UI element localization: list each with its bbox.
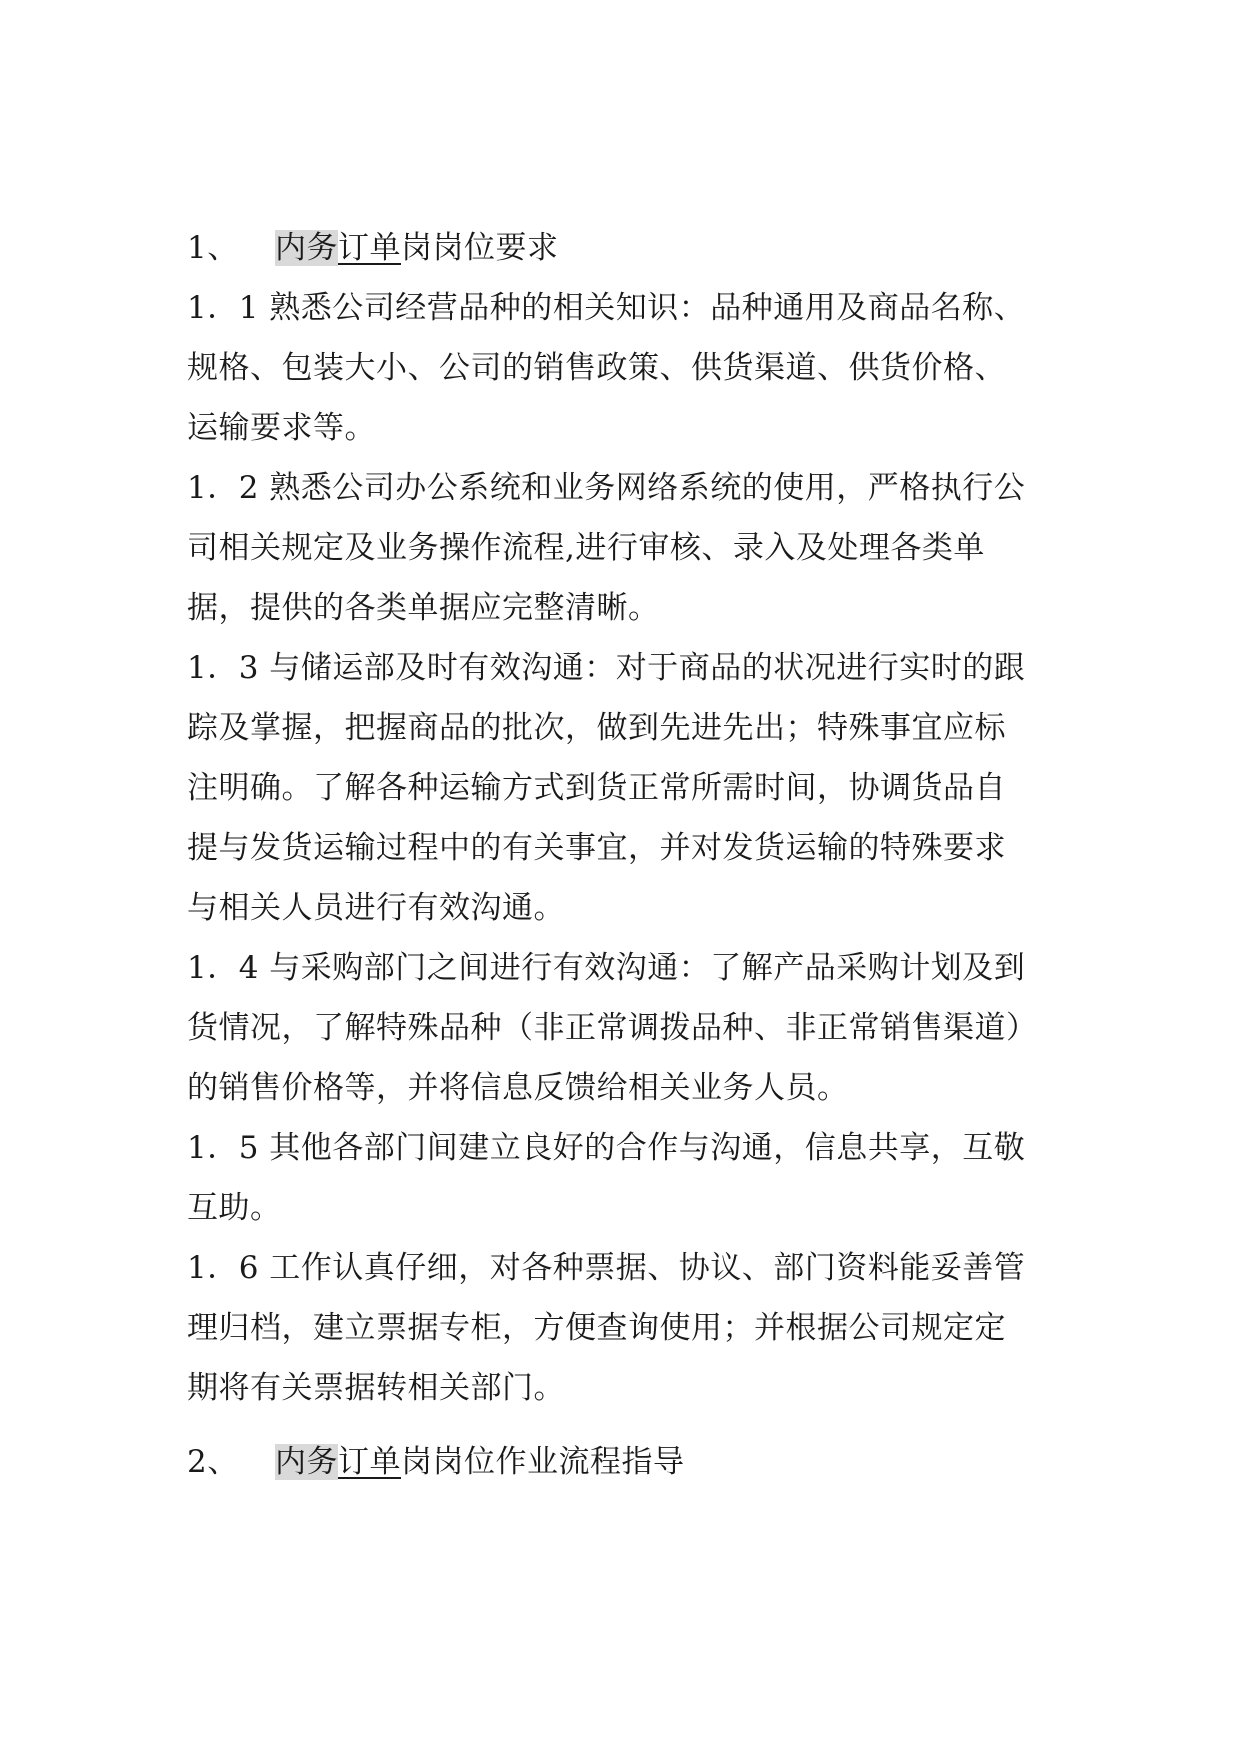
paragraph-line: 据，提供的各类单据应完整清晰。 xyxy=(187,590,660,626)
paragraph-line: 与相关人员进行有效沟通。 xyxy=(187,890,565,926)
section-number: 2、 xyxy=(187,1444,239,1480)
paragraph-line: 运输要求等。 xyxy=(187,410,376,446)
paragraph-line: 期将有关票据转相关部门。 xyxy=(187,1370,565,1406)
paragraph-line: 理归档，建立票据专柜，方便查询使用；并根据公司规定定 xyxy=(187,1310,1006,1346)
section-number: 1、 xyxy=(187,230,239,266)
paragraph-line: 货情况，了解特殊品种（非正常调拨品种、非正常销售渠道） xyxy=(187,1010,1038,1046)
paragraph-line: 的销售价格等，并将信息反馈给相关业务人员。 xyxy=(187,1070,849,1106)
paragraph-line: 司相关规定及业务操作流程,进行审核、录入及处理各类单 xyxy=(187,530,985,566)
paragraph-line: 提与发货运输过程中的有关事宜，并对发货运输的特殊要求 xyxy=(187,830,1006,866)
highlighted-text: 内务 xyxy=(275,230,338,266)
section-heading-1 xyxy=(187,228,1087,268)
highlighted-text: 内务 xyxy=(275,1444,338,1480)
paragraph-line: 1．3 与储运部及时有效沟通：对于商品的状况进行实时的跟 xyxy=(187,650,1026,686)
underlined-text: 订单 xyxy=(338,230,401,266)
paragraph-line: 互助。 xyxy=(187,1190,282,1226)
heading-text: 岗岗位要求 xyxy=(401,230,559,266)
paragraph-line: 1．5 其他各部门间建立良好的合作与沟通，信息共享，互敬 xyxy=(187,1130,1026,1166)
section-heading-2 xyxy=(187,1442,1087,1482)
paragraph-line: 1．4 与采购部门之间进行有效沟通：了解产品采购计划及到 xyxy=(187,950,1026,986)
paragraph-line: 踪及掌握，把握商品的批次，做到先进先出；特殊事宜应标 xyxy=(187,710,1006,746)
paragraph-line: 注明确。了解各种运输方式到货正常所需时间，协调货品自 xyxy=(187,770,1006,806)
paragraph-line: 规格、包装大小、公司的销售政策、供货渠道、供货价格、 xyxy=(187,350,1006,386)
paragraph-line: 1．2 熟悉公司办公系统和业务网络系统的使用，严格执行公 xyxy=(187,470,1026,506)
paragraph-line: 1．1 熟悉公司经营品种的相关知识：品种通用及商品名称、 xyxy=(187,290,1026,326)
paragraph-line: 1．6 工作认真仔细，对各种票据、协议、部门资料能妥善管 xyxy=(187,1250,1026,1286)
heading-text: 岗岗位作业流程指导 xyxy=(401,1444,685,1480)
underlined-text: 订单 xyxy=(338,1444,401,1480)
